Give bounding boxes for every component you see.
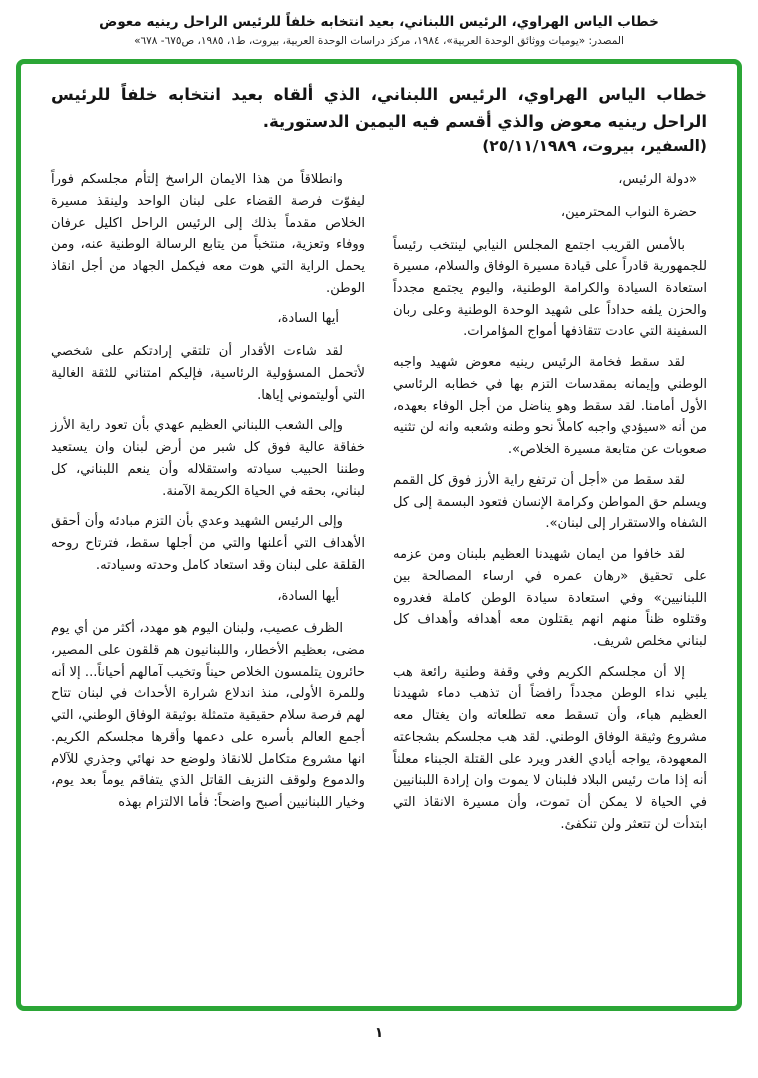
two-column-body bbox=[51, 169, 707, 845]
column-left bbox=[51, 169, 365, 845]
paragraph: وإلى الرئيس الشهيد وعدي بأن التزم مبادئه وأن أحقق الأهداف التي أعلنها والتي من أجلها سقط، فترتاح روحه القلقة على لبنان وقد استعاد كامل وحدته وسيادته. bbox=[51, 514, 365, 573]
paragraph: لقد خافوا من ايمان شهيدنا العظيم بلبنان ومن عزمه على تحقيق «رهان عمره في ارساء المصالحة بين اللبنانيين» وفي استعادة سيادة الوطن كاملة فغدروه وقتلوه ظناً منهم انهم يقتلون معه أهدافه وأهداف كل لبناني مخلص شريف. bbox=[393, 547, 707, 649]
paragraph: لقد سقط فخامة الرئيس رينيه معوض شهيد واجبه الوطني وإيمانه بمقدسات التزم بها في خطابه الرئاسي الأول أمامنا. لقد سقط وهو يناضل من أجل الوفاء بعهده، من أنه «سيؤدي واجبه كاملاً نحو وطنه وشعبه وانه لن تثنيه صعوبات عن متابعة مسيرة الخلاص». bbox=[393, 355, 707, 458]
document-title: خطاب الياس الهراوي، الرئيس اللبناني، الذي ألقاه بعيد انتخابه خلفاً للرئيس الراحل رينيه معوض والذي أقسم فيه اليمين الدستورية. bbox=[51, 85, 707, 131]
paragraph: بالأمس القريب اجتمع المجلس النيابي لينتخب رئيساً للجمهورية قادراً على قيادة مسيرة الوفاق والسلام، مسيرة استعادة السيادة والكرامة الوطنية، واليوم يجتمع مجدداً والحزن يلفه حداداً على شهيد الوحدة الوطنية وعلى ربان السفينة التي عادت تتقاذفها أمواج المؤامرات. bbox=[393, 237, 707, 340]
paragraph: لقد سقط من «أجل أن ترتفع راية الأرز فوق كل القمم ويسلم حق المواطن وكرامة الإنسان فتعود البسمة إلى كل الشفاه والاستقرار إلى لبنان». bbox=[393, 472, 707, 532]
header-source-line: المصدر: «يوميات ووثائق الوحدة العربية»، ١٩٨٤، مركز دراسات الوحدة العربية، بيروت، ط١، ١٩٨٥، ص٦٧٥- ٦٧٨» bbox=[134, 35, 624, 48]
document-subtitle: (السفير، بيروت، ٢٥/١١/١٩٨٩) bbox=[482, 137, 707, 156]
paragraph: الظرف عصيب، ولبنان اليوم هو مهدد، أكثر من أي يوم مضى، بعظيم الأخطار، واللبنانيون هم قلقون على المصير، حائرون يتلمسون الخلاص حيناً وتخيب آمالهم أحياناً... إلا أنه وللمرة الأولى، منذ اندلاع شرارة الأحداث في لبنان تتاح لهم فرصة سلام حقيقية متمثلة بوثيقة الوفاق الوطني، التي أجمع العالم بأسره على دعمها وأقرها مجلسكم الكريم. انها مشروع متكامل للانقاذ ولوضع حد نهائي وجذري للآلام والدموع ولوقف النزيف القاتل الذي يتفاقم يوماً بعد يوم، وخيار اللبنانيين أصبح واضحاً: فأما الالتزام بهذه bbox=[51, 621, 365, 811]
page-header bbox=[6, 8, 752, 49]
page-number: ١ bbox=[374, 1025, 384, 1042]
document-frame bbox=[16, 59, 742, 1011]
paragraph: حضرة النواب المحترمين، bbox=[560, 204, 697, 220]
paragraph: وانطلاقاً من هذا الايمان الراسخ إلتأم مجلسكم فوراً ليفوّت فرصة القضاء على لبنان الواحد ولينقذ مسيرة الخلاص مقدماً بذلك إلى الرئيس الراحل اكليل عرفان ووفاء وتعزية، منتخباً من يتابع الرسالة الوطنية عنه، ومن يحمل الراية التي هوت معه فيكمل الجهاد من أجل انقاذ الوطن. bbox=[51, 172, 365, 296]
paragraph: «دولة الرئيس، bbox=[618, 172, 697, 188]
paragraph: لقد شاءت الأقدار أن تلتقي إرادتكم على شخصي لأتحمل المسؤولية الرئاسية، فإليكم امتناني للثقة الغالية التي أوليتموني إياها. bbox=[51, 344, 365, 403]
header-title: خطاب الياس الهراوي، الرئيس اللبناني، بعيد انتخابه خلفاً للرئيس الراحل رينيه معوض bbox=[99, 14, 659, 30]
paragraph: إلا أن مجلسكم الكريم وفي وقفة وطنية رائعة هب يلبي نداء الوطن مجدداً رافضاً أن تذهب دماء شهيدنا العظيم هباء، وأن تسقط معه تطلعاته وان يغتال معه مشروع وثيقة الوفاق الوطني. لقد هب مجلسكم بشجاعته المعهودة، يواجه أيادي الغدر ويرد على القتلة الجبناء معلناً أنه إذا مات رئيس البلاد فلبنان لا يموت وان إرادة اللبنانيين في الحياة لا يمكن أن تموت، وأن مسيرة الانقاذ التي ابتدأت لن تتعثر ولن تنكفئ. bbox=[393, 664, 707, 832]
paragraph: أيها السادة، bbox=[277, 311, 339, 327]
paragraph: أيها السادة، bbox=[277, 588, 339, 604]
paragraph: وإلى الشعب اللبناني العظيم عهدي بأن تعود راية الأرز خفاقة عالية فوق كل شبر من أرض لبنان وان يستعيد وطننا الحبيب سيادته واستقلاله وأن ينعم اللبناني، كل لبناني، بحقه في الحياة الكريمة الآمنة. bbox=[51, 418, 365, 499]
column-right bbox=[393, 169, 707, 845]
